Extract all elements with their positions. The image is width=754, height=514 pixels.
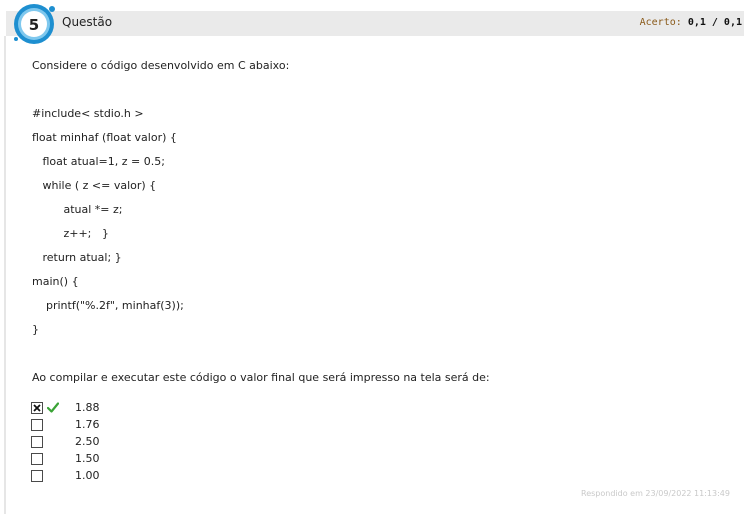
answer-label: 1.50 [75, 452, 100, 465]
question-header [6, 11, 744, 36]
code-line: return atual; } [32, 251, 122, 264]
code-line: float minhaf (float valor) { [32, 131, 177, 144]
answer-checkbox[interactable] [31, 470, 43, 482]
code-line: z++; } [32, 227, 109, 240]
answer-label: 2.50 [75, 435, 100, 448]
score [640, 17, 742, 28]
code-line: printf("%.2f", minhaf(3)); [32, 299, 184, 312]
question-prompt: Ao compilar e executar este código o valor final que será impresso na tela será de: [32, 371, 490, 384]
answer-label: 1.88 [75, 401, 100, 414]
answer-label: 1.76 [75, 418, 100, 431]
answer-checkbox[interactable] [31, 419, 43, 431]
question-number: 5 [28, 16, 40, 34]
answer-option[interactable] [31, 452, 331, 469]
code-line: main() { [32, 275, 79, 288]
x-mark-icon [32, 403, 42, 413]
question-number-badge [12, 2, 58, 48]
code-line: while ( z <= valor) { [32, 179, 157, 192]
answer-option[interactable] [31, 401, 331, 418]
score-label: Acerto: [639, 17, 682, 28]
answered-timestamp: Respondido em 23/09/2022 11:13:49 [581, 489, 730, 498]
answer-label: 1.00 [75, 469, 100, 482]
answer-checkbox[interactable] [31, 436, 43, 448]
answer-option[interactable] [31, 469, 331, 486]
code-line: } [32, 323, 39, 336]
answer-option[interactable] [31, 435, 331, 452]
left-divider [4, 36, 6, 514]
code-line: float atual=1, z = 0.5; [32, 155, 165, 168]
answer-option[interactable] [31, 418, 331, 435]
code-line: atual *= z; [32, 203, 123, 216]
score-value: 0,1 / 0,1 [687, 17, 742, 28]
code-line: #include< stdio.h > [32, 107, 144, 120]
question-intro: Considere o código desenvolvido em C abaixo: [32, 59, 290, 72]
answer-checkbox[interactable] [31, 453, 43, 465]
answer-options [31, 401, 331, 486]
answer-checkbox[interactable] [31, 402, 43, 414]
correct-check-icon [47, 402, 59, 413]
question-title: Questão [62, 15, 113, 29]
